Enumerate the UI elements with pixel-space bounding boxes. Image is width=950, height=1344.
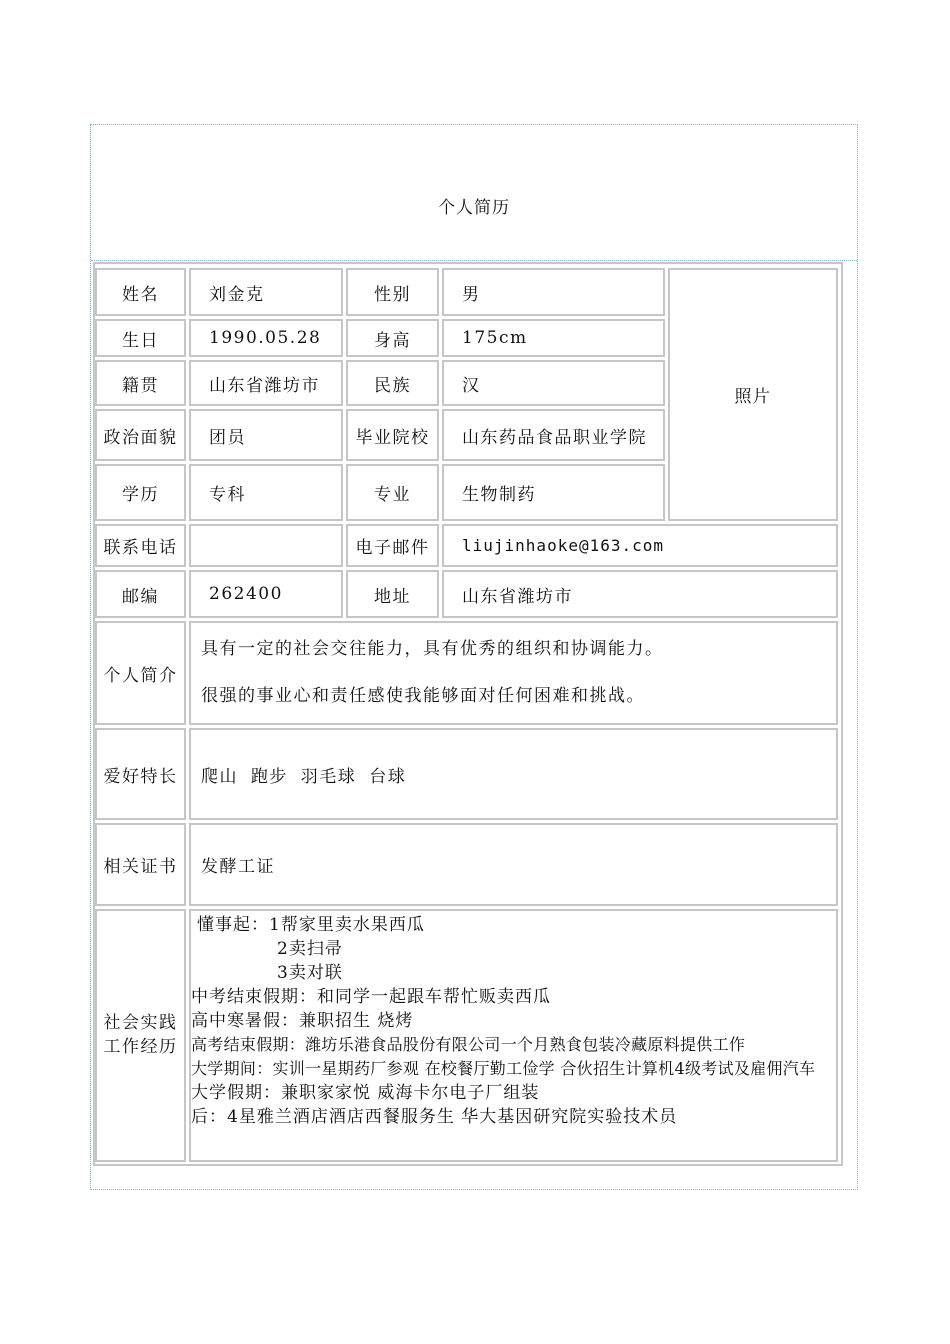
- education-label: 学历: [95, 464, 186, 521]
- name-value: 刘金克: [189, 268, 343, 316]
- intro-line-2: 很强的事业心和责任感使我能够面对任何困难和挑战。: [201, 686, 645, 706]
- intro-value: [189, 621, 838, 725]
- hobbies-label: 爱好特长: [95, 728, 186, 820]
- hometown-value: 山东省潍坊市: [189, 360, 343, 406]
- gender-value: 男: [442, 268, 665, 316]
- practice-line-4: 中考结束假期：和同学一起跟车帮忙贩卖西瓜: [191, 987, 551, 1007]
- hobbies-value: 爬山 跑步 羽毛球 台球: [189, 728, 838, 820]
- politics-value: 团员: [189, 409, 343, 461]
- certificates-label: 相关证书: [95, 823, 186, 906]
- photo-cell: 照片: [668, 268, 838, 521]
- school-value: 山东药品食品职业学院: [442, 409, 665, 461]
- ethnicity-label: 民族: [346, 360, 439, 406]
- intro-line-1: 具有一定的社会交往能力，具有优秀的组织和协调能力。: [201, 638, 664, 659]
- practice-line-3: 3卖对联: [277, 963, 343, 983]
- page-title: 个人简历: [438, 198, 510, 218]
- address-label: 地址: [346, 570, 439, 618]
- height-value: 175cm: [442, 319, 665, 357]
- email-label: 电子邮件: [346, 524, 439, 567]
- name-label: 姓名: [95, 268, 186, 316]
- practice-line-1: 懂事起：1帮家里卖水果西瓜: [197, 915, 425, 935]
- education-value: 专科: [189, 464, 343, 521]
- practice-line-8: 大学假期：兼职家家悦 威海卡尔电子厂组装: [191, 1083, 540, 1103]
- certificates-value: 发酵工证: [189, 823, 838, 906]
- gender-label: 性别: [346, 268, 439, 316]
- practice-label: [95, 909, 186, 1162]
- practice-line-9: 后：4星雅兰酒店酒店西餐服务生 华大基因研究院实验技术员: [191, 1107, 678, 1127]
- practice-line-5: 高中寒暑假：兼职招生 烧烤: [191, 1011, 414, 1031]
- address-value: 山东省潍坊市: [442, 570, 838, 618]
- title-area: [91, 125, 857, 261]
- major-value: 生物制药: [442, 464, 665, 521]
- practice-label-line-1: 社会实践: [103, 1012, 178, 1033]
- height-label: 身高: [346, 319, 439, 357]
- ethnicity-value: 汉: [442, 360, 665, 406]
- email-value: liujinhaoke@163.com: [442, 524, 838, 567]
- birthday-label: 生日: [95, 319, 186, 357]
- intro-label: 个人简介: [95, 621, 186, 725]
- practice-line-2: 2卖扫帚: [277, 939, 343, 959]
- hometown-label: 籍贯: [95, 360, 186, 406]
- politics-label: 政治面貌: [95, 409, 186, 461]
- practice-label-line-2: 工作经历: [103, 1036, 178, 1057]
- phone-value: [189, 524, 343, 567]
- practice-value: [189, 909, 838, 1162]
- birthday-value: 1990.05.28: [189, 319, 343, 357]
- school-label: 毕业院校: [346, 409, 439, 461]
- postcode-value: 262400: [189, 570, 343, 618]
- phone-label: 联系电话: [95, 524, 186, 567]
- postcode-label: 邮编: [95, 570, 186, 618]
- practice-line-7: 大学期间：实训一星期药厂参观 在校餐厅勤工俭学 合伙招生计算机4级考试及雇佣汽车: [191, 1059, 816, 1078]
- practice-line-6: 高考结束假期：潍坊乐港食品股份有限公司一个月熟食包装冷藏原料提供工作: [191, 1035, 746, 1054]
- major-label: 专业: [346, 464, 439, 521]
